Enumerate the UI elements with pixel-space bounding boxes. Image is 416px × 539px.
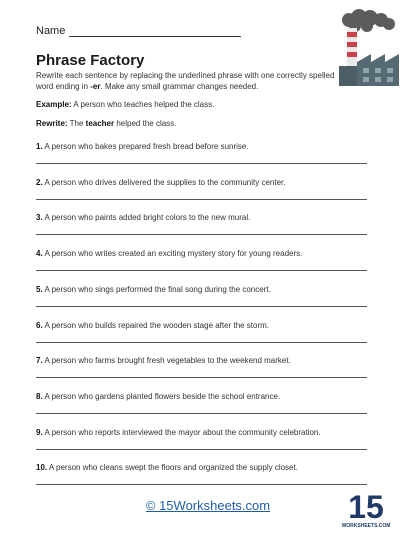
question-9 xyxy=(36,428,321,437)
question-number: 6. xyxy=(36,321,43,330)
question-4 xyxy=(36,249,302,258)
logo-text: WORKSHEETS.COM xyxy=(341,523,391,529)
question-7 xyxy=(36,356,291,365)
question-1 xyxy=(36,142,249,151)
answer-line-9[interactable] xyxy=(36,449,367,450)
question-text: A person who gardens planted flowers beside the school entrance. xyxy=(42,392,281,401)
question-number: 3. xyxy=(36,213,43,222)
question-6 xyxy=(36,321,269,330)
question-text: A person who farms brought fresh vegetables to the weekend market. xyxy=(42,356,291,365)
factory-icon xyxy=(337,8,407,86)
name-label: Name xyxy=(36,25,66,37)
question-text: A person who cleans swept the floors and organized the supply closet. xyxy=(47,463,298,472)
question-5 xyxy=(36,285,271,294)
answer-line-7[interactable] xyxy=(36,377,367,378)
question-2 xyxy=(36,178,285,187)
question-text: A person who builds repaired the wooden stage after the storm. xyxy=(42,321,270,330)
instructions-text-2: . Make any small grammar changes needed. xyxy=(100,81,259,91)
question-text: A person who drives delivered the supplies to the community center. xyxy=(42,178,286,187)
answer-line-3[interactable] xyxy=(36,234,367,235)
answer-line-5[interactable] xyxy=(36,306,367,307)
rewrite-label: Rewrite: xyxy=(36,119,68,128)
name-line[interactable] xyxy=(69,26,241,37)
example-text: A person who teaches helped the class. xyxy=(71,100,215,109)
question-text: A person who reports interviewed the mayor about the community celebration. xyxy=(42,428,321,437)
instructions-suffix: -er xyxy=(90,81,101,91)
answer-line-8[interactable] xyxy=(36,413,367,414)
question-text: A person who paints added bright colors to the new mural. xyxy=(42,213,251,222)
question-number: 9. xyxy=(36,428,43,437)
copyright-link[interactable]: © 15Worksheets.com xyxy=(145,498,271,513)
question-number: 8. xyxy=(36,392,43,401)
answer-line-6[interactable] xyxy=(36,342,367,343)
question-number: 1. xyxy=(36,142,43,151)
page-title: Phrase Factory xyxy=(36,52,145,69)
question-number: 2. xyxy=(36,178,43,187)
answer-line-4[interactable] xyxy=(36,270,367,271)
question-number: 10. xyxy=(36,463,48,472)
question-text: A person who bakes prepared fresh bread before sunrise. xyxy=(42,142,249,151)
question-text: A person who sings performed the final song during the concert. xyxy=(42,285,271,294)
name-field-row xyxy=(36,25,241,37)
example-line xyxy=(36,100,214,109)
question-number: 7. xyxy=(36,356,43,365)
question-8 xyxy=(36,392,280,401)
question-text: A person who writes created an exciting mystery story for young readers. xyxy=(42,249,303,258)
15worksheets-logo xyxy=(341,486,391,530)
example-label: Example: xyxy=(36,100,72,109)
question-3 xyxy=(36,213,250,222)
rewrite-post: helped the class. xyxy=(114,119,177,128)
question-10 xyxy=(36,463,298,472)
answer-line-2[interactable] xyxy=(36,199,367,200)
rewrite-pre: The xyxy=(67,119,86,128)
rewrite-line xyxy=(36,119,176,128)
answer-line-10[interactable] xyxy=(36,484,367,485)
logo-number: 15 xyxy=(348,489,384,525)
question-number: 4. xyxy=(36,249,43,258)
instructions-text-1: Rewrite each sentence by replacing the underlined phrase with one correctly spelled word ending in xyxy=(36,71,335,91)
rewrite-word: teacher xyxy=(85,119,115,128)
instructions xyxy=(36,71,336,92)
question-number: 5. xyxy=(36,285,43,294)
answer-line-1[interactable] xyxy=(36,163,367,164)
